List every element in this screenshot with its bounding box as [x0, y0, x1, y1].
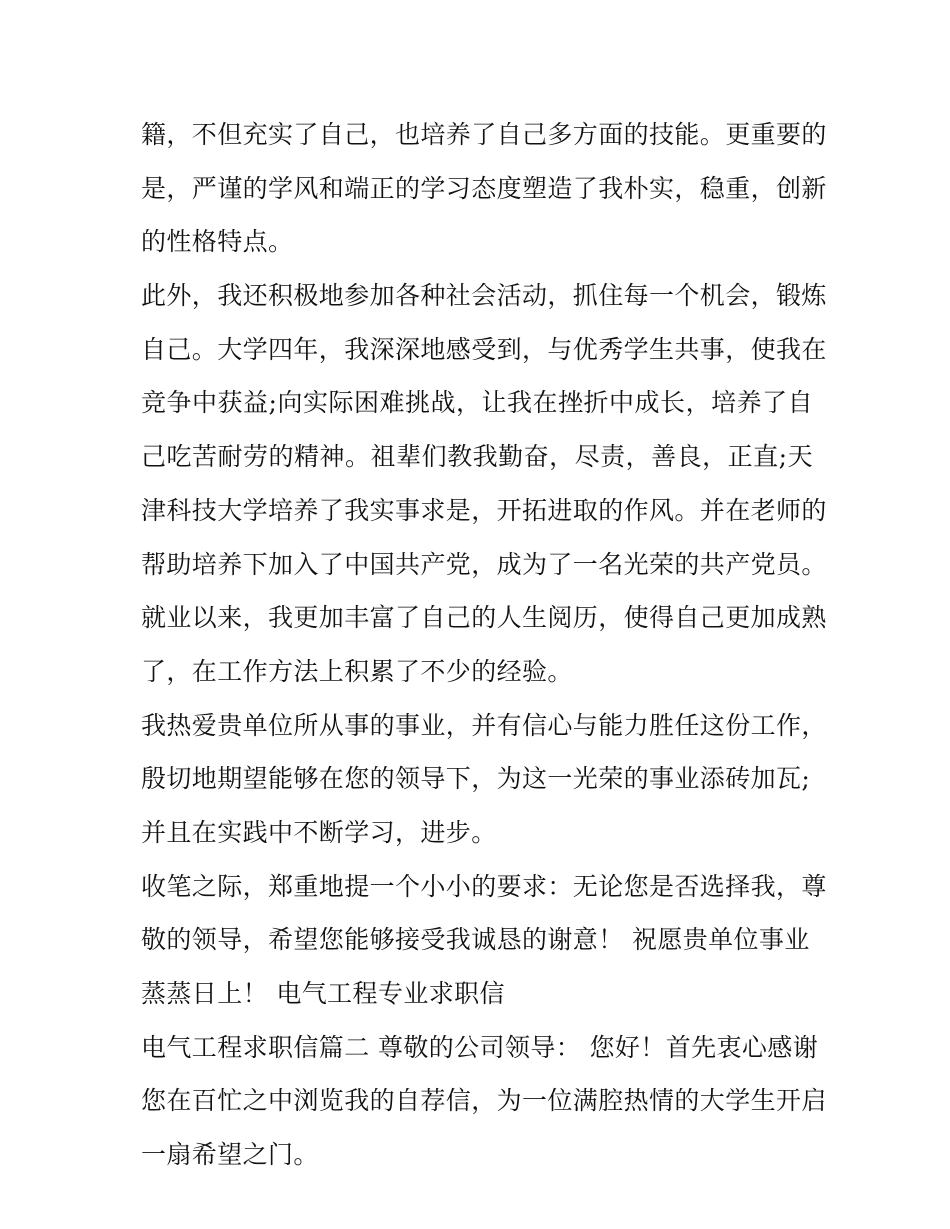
text-line: 收笔之际，郑重地提一个小小的要求：无论您是否选择我，尊: [141, 871, 827, 901]
text-line: 此外，我还积极地参加各种社会活动，抓住每一个机会，锻炼: [141, 281, 827, 311]
text-line: 竞争中获益;向实际困难挑战，让我在挫折中成长，培养了自: [141, 388, 813, 418]
text-line: 敬的领导，希望您能够接受我诚恳的谢意！ 祝愿贵单位事业: [141, 925, 810, 955]
text-line: 的性格特点。: [141, 227, 294, 257]
text-line: 是，严谨的学风和端正的学习态度塑造了我朴实，稳重，创新: [141, 173, 827, 203]
text-line: 自己。大学四年，我深深地感受到，与优秀学生共事，使我在: [141, 334, 827, 364]
text-line: 一扇希望之门。: [141, 1140, 319, 1170]
text-line: 我热爱贵单位所从事的事业，并有信心与能力胜任这份工作，: [141, 710, 827, 740]
text-line: 殷切地期望能够在您的领导下，为这一光荣的事业添砖加瓦;: [141, 764, 811, 794]
text-line: 并且在实践中不断学习，进步。: [141, 817, 497, 847]
text-line: 就业以来，我更加丰富了自己的人生阅历，使得自己更加成熟: [141, 603, 827, 633]
text-line: 电气工程求职信篇二 尊敬的公司领导： 您好！首先衷心感谢: [141, 1032, 819, 1062]
text-line: 蒸蒸日上！ 电气工程专业求职信: [141, 979, 505, 1008]
text-line: 津科技大学培养了我实事求是，开拓进取的作风。并在老师的: [141, 495, 827, 525]
document-body: [141, 108, 827, 1182]
text-line: 己吃苦耐劳的精神。祖辈们教我勤奋，尽责，善良，正直;天: [141, 442, 813, 472]
text-line: 您在百忙之中浏览我的自荐信，为一位满腔热情的大学生开启: [141, 1086, 827, 1116]
text-line: 了，在工作方法上积累了不少的经验。: [141, 656, 573, 686]
text-line: 籍，不但充实了自己，也培养了自己多方面的技能。更重要的: [141, 120, 827, 149]
text-line: 帮助培养下加入了中国共产党，成为了一名光荣的共产党员。: [141, 549, 827, 579]
